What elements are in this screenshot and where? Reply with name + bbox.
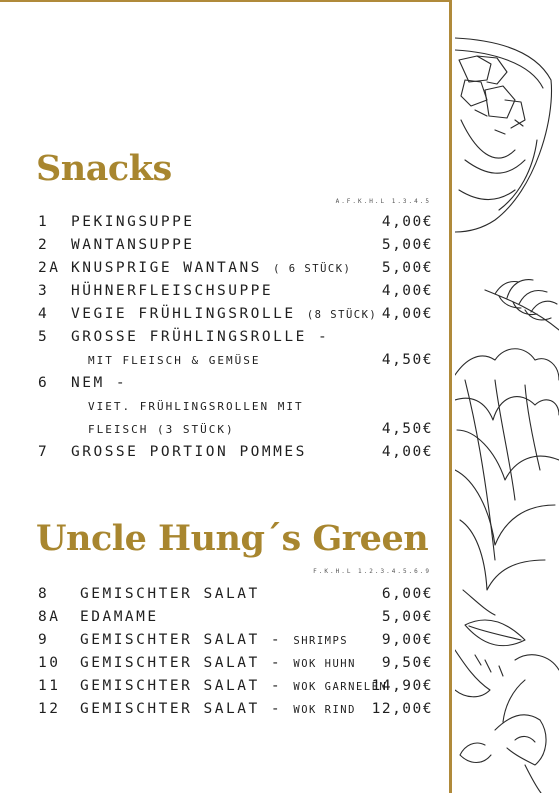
menu-item	[38, 701, 433, 724]
allergen-codes-snacks: A.F.K.H.L 1.3.4.5	[335, 198, 431, 205]
item-name: GEMISCHTER SALAT	[80, 586, 260, 602]
item-name-group	[80, 655, 356, 671]
menu-item	[38, 586, 433, 609]
lettuce-icon	[455, 349, 559, 615]
menu-item-continuation	[38, 421, 433, 444]
item-name: WANTANSUPPE	[71, 237, 195, 253]
item-price: 12,00€	[371, 701, 433, 717]
item-price: 9,00€	[381, 632, 433, 648]
item-name: GEMISCHTER SALAT -	[80, 655, 283, 671]
item-price: 6,00€	[381, 586, 433, 602]
item-price: 4,50€	[381, 352, 433, 368]
menu-item-continuation	[38, 398, 433, 421]
menu-item	[38, 306, 433, 329]
item-name: EDAMAME	[80, 609, 159, 625]
item-name: GEMISCHTER SALAT -	[80, 701, 283, 717]
item-name: KNUSPRIGE WANTANS	[71, 260, 262, 276]
menu-item	[38, 444, 433, 467]
herb-icon	[485, 280, 559, 330]
item-number: 9	[38, 632, 50, 648]
item-number: 8	[38, 586, 50, 602]
item-note: WOK RIND	[293, 704, 356, 716]
item-description: VIET. FRÜHLINGSROLLEN MIT	[88, 400, 304, 413]
bowl-icon	[455, 38, 552, 232]
item-number: 4	[38, 306, 50, 322]
item-number: 12	[38, 701, 61, 717]
item-price: 5,00€	[381, 237, 433, 253]
item-description: MIT FLEISCH & GEMÜSE	[88, 354, 261, 367]
menu-item	[38, 329, 433, 352]
item-note: ( 6 STÜCK)	[273, 263, 352, 275]
item-note: (8 STÜCK)	[306, 309, 378, 321]
item-note: WOK HUHN	[293, 658, 356, 670]
item-number: 7	[38, 444, 50, 460]
item-number: 11	[38, 678, 61, 694]
food-illustration	[455, 0, 559, 793]
item-price: 4,00€	[381, 214, 433, 230]
item-name: HÜHNERFLEISCHSUPPE	[71, 283, 274, 299]
item-name: GEMISCHTER SALAT -	[80, 632, 283, 648]
item-price: 14,90€	[371, 678, 433, 694]
item-note: SHRIMPS	[293, 635, 349, 647]
menu-item	[38, 678, 433, 701]
item-price: 4,00€	[381, 306, 433, 322]
item-price: 4,50€	[381, 421, 433, 437]
item-name-group	[80, 678, 387, 694]
green-list	[38, 586, 433, 724]
menu-item-continuation	[38, 352, 433, 375]
item-name-group	[71, 306, 377, 322]
item-name: NEM -	[71, 375, 128, 391]
menu-item	[38, 237, 433, 260]
item-price: 9,50€	[381, 655, 433, 671]
item-name: GEMISCHTER SALAT -	[80, 678, 283, 694]
item-name-group	[71, 260, 351, 276]
allergen-codes-green: F.K.H.L 1.2.3.4.5.6.9	[313, 568, 431, 575]
menu-item	[38, 283, 433, 306]
item-description: FLEISCH (3 STÜCK)	[88, 423, 235, 436]
item-number: 2A	[38, 260, 61, 276]
section-title-green: Uncle Hung´s Green	[36, 518, 429, 559]
item-number: 3	[38, 283, 50, 299]
item-number: 6	[38, 375, 50, 391]
item-number: 8A	[38, 609, 61, 625]
item-number: 2	[38, 237, 50, 253]
item-name: GROSSE FRÜHLINGSROLLE -	[71, 329, 330, 345]
item-price: 5,00€	[381, 260, 433, 276]
item-price: 4,00€	[381, 444, 433, 460]
menu-item	[38, 214, 433, 237]
item-number: 5	[38, 329, 50, 345]
menu-item	[38, 632, 433, 655]
item-name-group	[80, 701, 356, 717]
menu-item	[38, 655, 433, 678]
item-price: 5,00€	[381, 609, 433, 625]
item-number: 10	[38, 655, 61, 671]
item-price: 4,00€	[381, 283, 433, 299]
item-number: 1	[38, 214, 50, 230]
snacks-list	[38, 214, 433, 467]
item-name: PEKINGSUPPE	[71, 214, 195, 230]
item-note: WOK GARNELEN	[293, 681, 388, 693]
leaf-icon	[455, 620, 559, 697]
item-name: GROSSE PORTION POMMES	[71, 444, 307, 460]
item-name: VEGIE FRÜHLINGSROLLE	[71, 306, 296, 322]
menu-item	[38, 375, 433, 398]
section-title-snacks: Snacks	[36, 148, 172, 189]
menu-item	[38, 609, 433, 632]
item-name-group	[80, 632, 348, 648]
menu-item	[38, 260, 433, 283]
